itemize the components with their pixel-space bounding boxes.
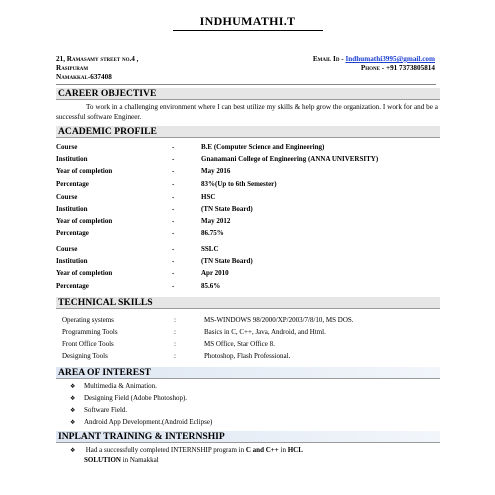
- skill-row-colon: :: [174, 316, 176, 324]
- diamond-bullet-icon: ❖: [70, 420, 76, 426]
- section-technical-skills: TECHNICAL SKILLS: [56, 297, 440, 309]
- section-career-objective: CAREER OBJECTIVE: [56, 88, 440, 100]
- address-line-2: Rasipuram: [56, 64, 89, 72]
- academic-row: [56, 257, 440, 267]
- diamond-bullet-icon: ❖: [70, 396, 76, 402]
- skill-row-colon: :: [174, 352, 176, 360]
- academic-row-value: (TN State Board): [201, 257, 253, 265]
- inplant-item: [70, 446, 303, 456]
- academic-row-value: 86.75%: [201, 229, 224, 237]
- academic-row-label: Institution: [56, 155, 88, 163]
- academic-row: [56, 217, 440, 227]
- academic-row-label: Course: [56, 143, 78, 151]
- academic-row-value: May 2012: [201, 217, 231, 225]
- academic-row-value: HSC: [201, 193, 216, 201]
- academic-row: [56, 269, 440, 279]
- inplant-text-pre: Had a successfully completed INTERNSHIP program in: [85, 446, 246, 454]
- academic-row-dash: -: [172, 167, 175, 175]
- section-area-of-interest: AREA OF INTEREST: [56, 367, 440, 379]
- academic-row-label: Percentage: [56, 229, 89, 237]
- email-label: Email Id -: [312, 55, 344, 63]
- skill-row-label: Designing Tools: [62, 352, 108, 360]
- interest-item-text: Software Field.: [84, 406, 128, 414]
- academic-row-label: Institution: [56, 205, 88, 213]
- skill-row: [62, 316, 442, 326]
- skill-row: [62, 352, 442, 362]
- academic-row-dash: -: [172, 143, 175, 151]
- inplant-text-post: in Namakkal: [120, 456, 159, 464]
- interest-item-text: Designing Field (Adobe Photoshop).: [84, 394, 188, 402]
- academic-row-value: SSLC: [201, 245, 219, 253]
- academic-row: [56, 167, 440, 177]
- inplant-text-bold-3: SOLUTION: [84, 456, 121, 464]
- academic-row-label: Year of completion: [56, 167, 113, 175]
- academic-row-value: May 2016: [201, 167, 231, 175]
- interest-item: [70, 406, 127, 416]
- academic-row-value: (TN State Board): [201, 205, 253, 213]
- email-link[interactable]: Indhumathi3995@gmail.com: [345, 55, 435, 63]
- skill-row: [62, 340, 442, 350]
- inplant-text-bold-2: HCL: [287, 446, 303, 454]
- diamond-bullet-icon: ❖: [70, 448, 76, 454]
- academic-row-label: Percentage: [56, 282, 89, 290]
- skill-row-label: Operating systems: [62, 316, 114, 324]
- skill-row: [62, 328, 442, 338]
- candidate-name: INDHUMATHI.T: [199, 14, 296, 28]
- academic-row: [56, 205, 440, 215]
- skill-row-value: MS Office, Star Office 8.: [204, 340, 275, 348]
- name-underline: [173, 30, 323, 31]
- academic-row: [56, 245, 440, 255]
- skill-row-value: Basics in C, C++, Java, Android, and Html.: [204, 328, 326, 336]
- academic-row-label: Course: [56, 245, 78, 253]
- academic-row-label: Institution: [56, 257, 88, 265]
- section-inplant-training: INPLANT TRAINING & INTERNSHIP: [56, 431, 440, 443]
- inplant-item-line-2: [84, 456, 159, 464]
- academic-row-dash: -: [172, 229, 175, 237]
- interest-item-text: Multimedia & Animation.: [84, 382, 157, 390]
- academic-row-dash: -: [172, 257, 175, 265]
- skill-row-label: Front Office Tools: [62, 340, 114, 348]
- phone-line: [361, 64, 435, 72]
- skill-row-label: Programming Tools: [62, 328, 118, 336]
- academic-row: [56, 155, 440, 165]
- address-line-1: 21, Ramasamy street no.4 ,: [56, 55, 139, 63]
- inplant-text-bold-1: C and C++: [245, 446, 279, 454]
- section-academic-profile: ACADEMIC PROFILE: [56, 126, 440, 138]
- academic-row: [56, 282, 440, 292]
- academic-row: [56, 180, 440, 190]
- interest-item-text: Android App Development.(Android Eclipse): [84, 418, 213, 426]
- academic-row-dash: -: [172, 155, 175, 163]
- academic-row-dash: -: [172, 193, 175, 201]
- academic-row-dash: -: [172, 282, 175, 290]
- academic-row-dash: -: [172, 180, 175, 188]
- academic-row-value: 83%(Up to 6th Semester): [201, 180, 277, 188]
- skill-row-colon: :: [174, 328, 176, 336]
- skill-row-value: Photoshop, Flash Professional.: [204, 352, 291, 360]
- academic-row-value: B.E (Computer Science and Engineering): [201, 143, 325, 151]
- academic-row-dash: -: [172, 217, 175, 225]
- academic-row-value: Gnanamani College of Engineering (ANNA UNIVERSITY): [201, 155, 379, 163]
- diamond-bullet-icon: ❖: [70, 408, 76, 414]
- phone-label: Phone -: [360, 64, 385, 72]
- interest-item: [70, 394, 187, 404]
- email-line: [313, 55, 435, 63]
- address-line-3: Namakkal-637408: [56, 73, 112, 81]
- academic-row-dash: -: [172, 205, 175, 213]
- career-objective-text: To work in a challenging environment where I can best utilize my skills & help grow the organization. I work for and be a successful software Engineer.: [56, 103, 438, 121]
- academic-row-label: Percentage: [56, 180, 89, 188]
- interest-item: [70, 418, 212, 428]
- academic-row-label: Course: [56, 193, 78, 201]
- header-divider: [56, 84, 436, 85]
- interest-item: [70, 382, 157, 392]
- academic-row-dash: -: [172, 245, 175, 253]
- academic-row: [56, 193, 440, 203]
- academic-row-label: Year of completion: [56, 269, 113, 277]
- phone-number: +91 7373805814: [385, 64, 435, 72]
- diamond-bullet-icon: ❖: [70, 384, 76, 390]
- academic-row-value: 85.6%: [201, 282, 221, 290]
- skill-row-value: MS-WINDOWS 98/2000/XP/2003/7/8/10, MS DOS.: [204, 316, 354, 324]
- academic-row-dash: -: [172, 269, 175, 277]
- academic-row-value: Apr 2010: [201, 269, 229, 277]
- academic-row: [56, 143, 440, 153]
- academic-row-label: Year of completion: [56, 217, 113, 225]
- skill-row-colon: :: [174, 340, 176, 348]
- inplant-text-mid: in: [278, 446, 288, 454]
- academic-row: [56, 229, 440, 239]
